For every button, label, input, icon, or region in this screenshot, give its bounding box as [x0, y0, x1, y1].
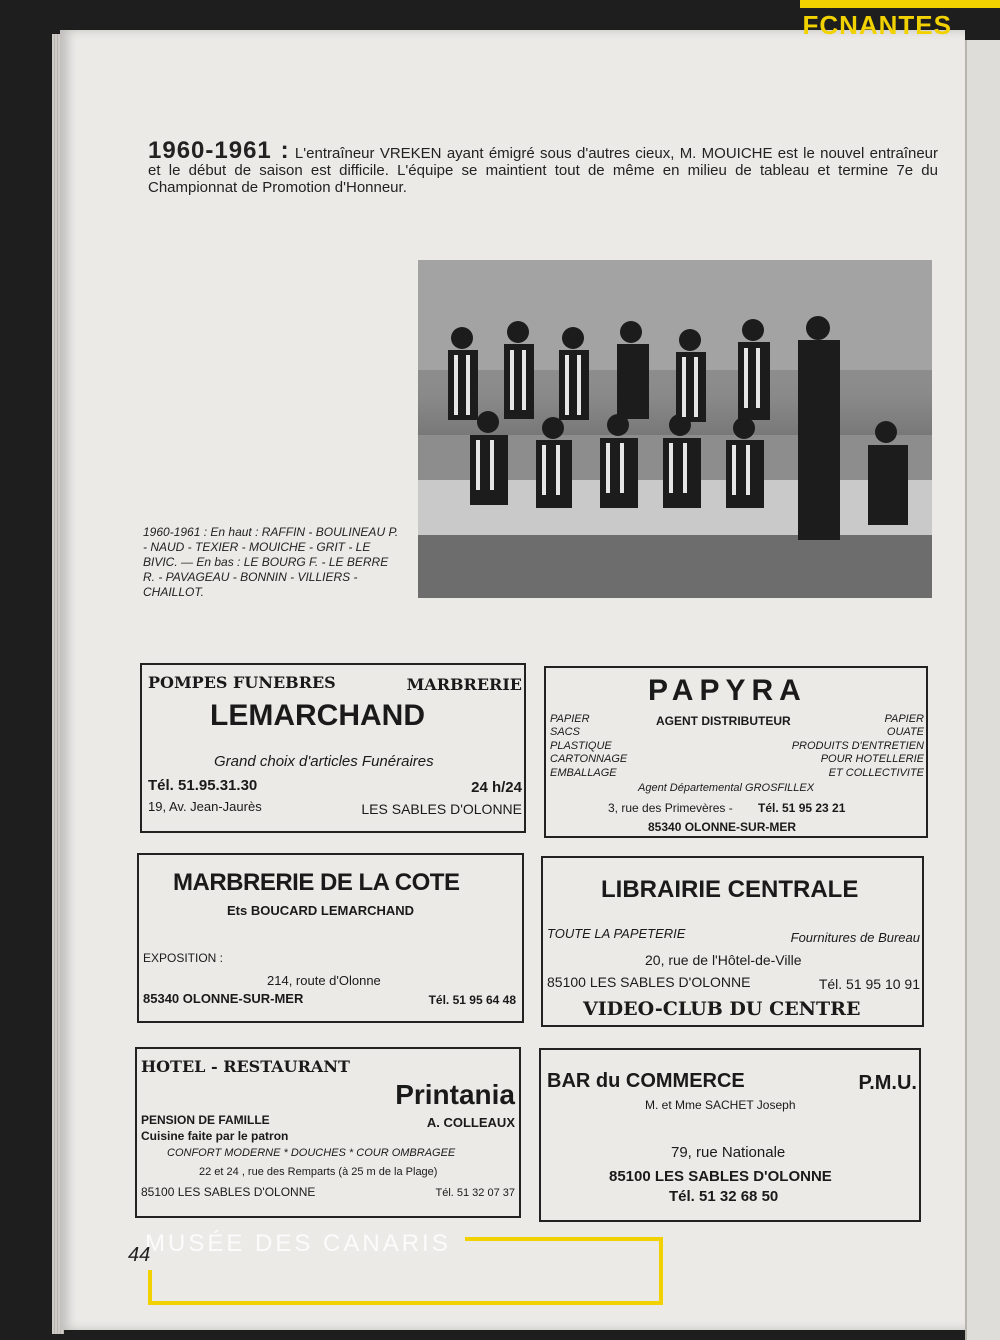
- ad-lemarchand-hours: 24 h/24: [471, 779, 522, 796]
- ad-hotel-header: HOTEL - RESTAURANT: [141, 1057, 350, 1076]
- footer-frame-top: [465, 1237, 663, 1241]
- ad-marbrerie-cote-name: MARBRERIE DE LA COTE: [173, 869, 460, 896]
- ad-hotel-features: CONFORT MODERNE * DOUCHES * COUR OMBRAGEE: [167, 1147, 456, 1159]
- ad-papyra-subtitle: AGENT DISTRIBUTEUR: [656, 714, 791, 728]
- ad-librairie-left-tag: TOUTE LA PAPETERIE: [547, 926, 686, 941]
- ad-marbrerie-cote-city: 85340 OLONNE-SUR-MER: [143, 991, 304, 1006]
- season-text: L'entraîneur VREKEN ayant émigré sous d'autres cieux, M. MOUICHE est le nouvel entraîneur et le début de saison est difficile. L'équipe se maintient tout de même en milieu de tableau et termine 7e du Championnat de Promotion d'Honneur.: [148, 145, 939, 196]
- ad-lemarchand-address: 19, Av. Jean-Jaurès: [148, 799, 262, 814]
- ad-lemarchand-tagline: Grand choix d'articles Funéraires: [214, 753, 434, 770]
- ad-papyra-right-list-4: ET COLLECTIVITE: [828, 767, 924, 779]
- footer-frame-right: [659, 1237, 663, 1305]
- ad-lemarchand: [140, 663, 526, 833]
- ad-hotel-name: Printania: [395, 1079, 515, 1110]
- footer-label: MUSÉE DES CANARIS: [145, 1230, 451, 1257]
- ad-papyra-left-list-3: CARTONNAGE: [550, 753, 628, 765]
- ad-bar-pmu: P.M.U.: [858, 1072, 917, 1094]
- ad-papyra-right-list-2: PRODUITS D'ENTRETIEN: [791, 740, 924, 752]
- ad-hotel-pension: PENSION DE FAMILLE: [141, 1113, 270, 1127]
- ad-lemarchand-city: LES SABLES D'OLONNE: [361, 801, 522, 817]
- ad-bar-name: BAR du COMMERCE: [547, 1070, 745, 1092]
- ad-papyra-name: PAPYRA: [648, 674, 807, 707]
- ad-bar-city: 85100 LES SABLES D'OLONNE: [609, 1168, 832, 1185]
- ad-papyra-agent: Agent Départemental GROSFILLEX: [638, 782, 815, 794]
- ad-marbrerie-cote-subtitle: Ets BOUCARD LEMARCHAND: [227, 903, 415, 918]
- season-year: 1960-1961 :: [148, 137, 290, 164]
- ad-lemarchand-right-header: MARBRERIE: [406, 675, 522, 694]
- footer-frame-bottom: [148, 1301, 663, 1305]
- ad-librairie-city: 85100 LES SABLES D'OLONNE: [547, 974, 751, 990]
- ad-papyra-left-list-2: PLASTIQUE: [550, 740, 612, 752]
- page-number: 44: [128, 1244, 151, 1266]
- ad-papyra-right-list-3: POUR HOTELLERIE: [820, 753, 924, 765]
- team-photo: [418, 260, 932, 598]
- ad-lemarchand-phone: Tél. 51.95.31.30: [148, 777, 258, 794]
- ad-papyra-left-list-0: PAPIER: [550, 713, 590, 725]
- ad-papyra-right-list-0: PAPIER: [884, 713, 924, 725]
- ad-lemarchand-left-header: POMPES FUNEBRES: [148, 673, 336, 692]
- ad-hotel-phone: Tél. 51 32 07 37: [435, 1187, 515, 1199]
- ad-librairie-right-tag: Fournitures de Bureau: [790, 930, 920, 945]
- ad-marbrerie-cote-address: 214, route d'Olonne: [267, 973, 381, 988]
- facing-page: [965, 40, 1000, 1340]
- ad-librairie-centrale: [541, 856, 924, 1027]
- photo-caption: 1960-1961 : En haut : RAFFIN - BOULINEAU P. - NAUD - TEXIER - MOUICHE - GRIT - LE BIVIC. — En bas : LE BOURG F. - LE BERRE R. - PAVAGEAU - BONNIN - VILLIERS - CHAILLOT.: [143, 525, 399, 599]
- ad-hotel-cuisine: Cuisine faite par le patron: [141, 1129, 289, 1143]
- ad-bar-commerce: [539, 1048, 921, 1222]
- ad-papyra-city: 85340 OLONNE-SUR-MER: [648, 820, 797, 834]
- ad-librairie-name: LIBRAIRIE CENTRALE: [601, 876, 859, 903]
- ad-papyra: [544, 666, 928, 838]
- ad-librairie-phone: Tél. 51 95 10 91: [818, 976, 920, 992]
- team-photo-illustration: [418, 260, 932, 598]
- ad-bar-owners: M. et Mme SACHET Joseph: [645, 1098, 796, 1112]
- ad-marbrerie-cote: [137, 853, 524, 1023]
- ad-librairie-footer: VIDEO-CLUB DU CENTRE: [583, 998, 861, 1020]
- brand-watermark: FCNANTES: [802, 10, 952, 40]
- ad-hotel-owner: A. COLLEAUX: [426, 1115, 515, 1130]
- ad-papyra-address: 3, rue des Primevères -: [608, 801, 733, 815]
- ad-bar-address: 79, rue Nationale: [671, 1144, 786, 1161]
- footer-frame-left: [148, 1270, 152, 1305]
- ad-papyra-left-list-1: SACS: [550, 726, 580, 738]
- ad-hotel-address: 22 et 24 , rue des Remparts (à 25 m de la Plage): [199, 1166, 438, 1178]
- ad-librairie-address: 20, rue de l'Hôtel-de-Ville: [645, 952, 802, 968]
- ad-hotel-printania: [135, 1047, 521, 1218]
- season-intro: [148, 137, 939, 196]
- ad-hotel-city: 85100 LES SABLES D'OLONNE: [141, 1185, 316, 1199]
- ad-lemarchand-name: LEMARCHAND: [210, 699, 425, 732]
- brand-stripe-yellow: [800, 0, 1000, 8]
- ad-papyra-right-list-1: OUATE: [886, 726, 924, 738]
- ad-marbrerie-cote-phone: Tél. 51 95 64 48: [428, 993, 516, 1007]
- ad-papyra-left-list-4: EMBALLAGE: [550, 767, 617, 779]
- ad-marbrerie-cote-exposition: EXPOSITION :: [143, 951, 224, 965]
- ad-papyra-phone: Tél. 51 95 23 21: [758, 801, 846, 815]
- ad-bar-phone: Tél. 51 32 68 50: [669, 1188, 779, 1205]
